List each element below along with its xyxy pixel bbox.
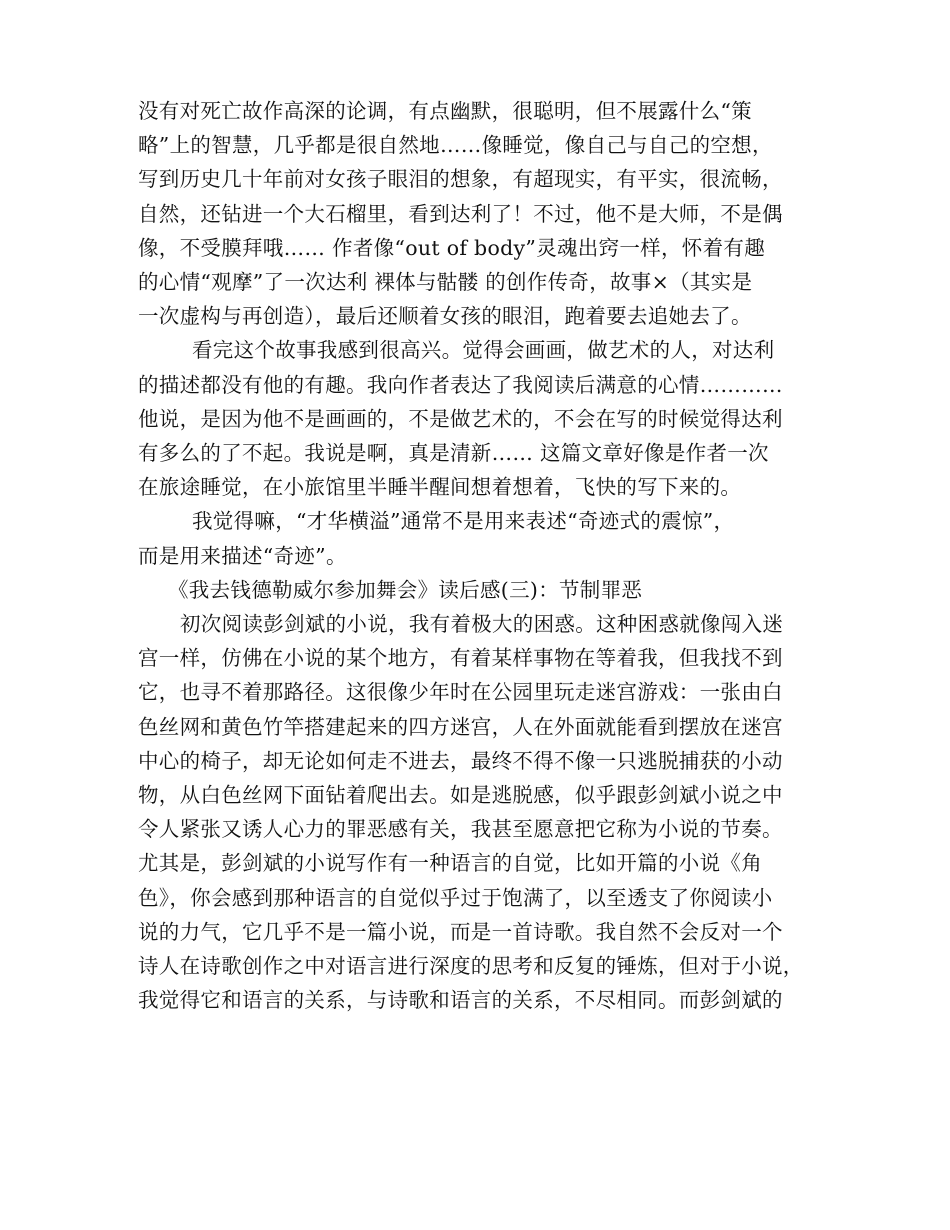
text-line: 像，不受膜拜哦…… 作者像“out of body”灵魂出窍一样，怀着有趣 <box>138 235 765 260</box>
paragraph-2 <box>138 333 818 504</box>
text-line: 尤其是，彭剑斌的小说写作有一种语言的自觉，比如开篇的小说《角 <box>138 851 762 876</box>
text-line: 宫一样，仿佛在小说的某个地方，有着某样事物在等着我，但我找不到 <box>138 646 783 671</box>
text-line: 诗人在诗歌创作之中对语言进行深度的思考和反复的锤炼，但对于小说， <box>138 954 804 979</box>
paragraph-4 <box>138 607 818 1017</box>
text-line: 在旅途睡觉，在小旅馆里半睡半醒间想着想着，飞快的写下来的。 <box>138 475 742 500</box>
text-line: 写到历史几十年前对女孩子眼泪的想象，有超现实，有平实，很流畅， <box>138 167 783 192</box>
paragraph-1 <box>138 94 818 333</box>
text-line: 而是用来描述“奇迹”。 <box>138 543 347 568</box>
text-line: 色》，你会感到那种语言的自觉似乎过于饱满了，以至透支了你阅读小 <box>138 885 773 910</box>
text-line: 令人紧张又诱人心力的罪恶感有关，我甚至愿意把它称为小说的节奏。 <box>138 817 783 842</box>
text-line: 他说，是因为他不是画画的，不是做艺术的，不会在写的时候觉得达利 <box>138 406 783 431</box>
text-line: 看完这个故事我感到很高兴。觉得会画画，做艺术的人，对达利 <box>192 338 775 363</box>
text-line: 有多么的了不起。我说是啊，真是清新…… 这篇文章好像是作者一次 <box>138 441 769 466</box>
text-line: 物，从白色丝网下面钻着爬出去。如是逃脱感，似乎跟彭剑斌小说之中 <box>138 783 783 808</box>
text-line: 中心的椅子，却无论如何走不进去，最终不得不像一只逃脱捕获的小动 <box>138 748 783 773</box>
text-line: 我觉得它和语言的关系，与诗歌和语言的关系，不尽相同。而彭剑斌的 <box>138 988 783 1013</box>
document-page <box>138 94 818 1017</box>
text-line: 的心情“观摩”了一次达利 裸体与骷髅 的创作传奇，故事×（其实是 <box>138 270 753 295</box>
paragraph-3 <box>138 504 818 572</box>
text-line: 没有对死亡故作高深的论调，有点幽默，很聪明，但不展露什么“策 <box>138 99 752 123</box>
text-line: 一次虚构与再创造），最后还顺着女孩的眼泪，跑着要去追她去了。 <box>138 304 752 329</box>
text-line: 它，也寻不着那路径。这很像少年时在公园里玩走迷宫游戏：一张由白 <box>138 680 783 705</box>
text-line: 说的力气，它几乎不是一篇小说，而是一首诗歌。我自然不会反对一个 <box>138 919 783 944</box>
text-line: 自然，还钻进一个大石榴里，看到达利了！不过，他不是大师，不是偶 <box>138 201 783 226</box>
text-line: 的描述都没有他的有趣。我向作者表达了我阅读后满意的心情………… <box>138 372 783 397</box>
text-line: 色丝网和黄色竹竿搭建起来的四方迷宫，人在外面就能看到摆放在迷宫 <box>138 714 783 739</box>
section-title-text: 《我去钱德勒威尔参加舞会》读后感(三)：节制罪恶 <box>168 577 643 602</box>
section-title <box>138 573 818 607</box>
text-line: 略”上的智慧，几乎都是很自然地……像睡觉，像自己与自己的空想， <box>138 133 773 158</box>
text-line: 初次阅读彭剑斌的小说，我有着极大的困惑。这种困惑就像闯入迷 <box>180 612 784 637</box>
text-line: 我觉得嘛，“才华横溢”通常不是用来表述“奇迹式的震惊”， <box>192 509 735 534</box>
